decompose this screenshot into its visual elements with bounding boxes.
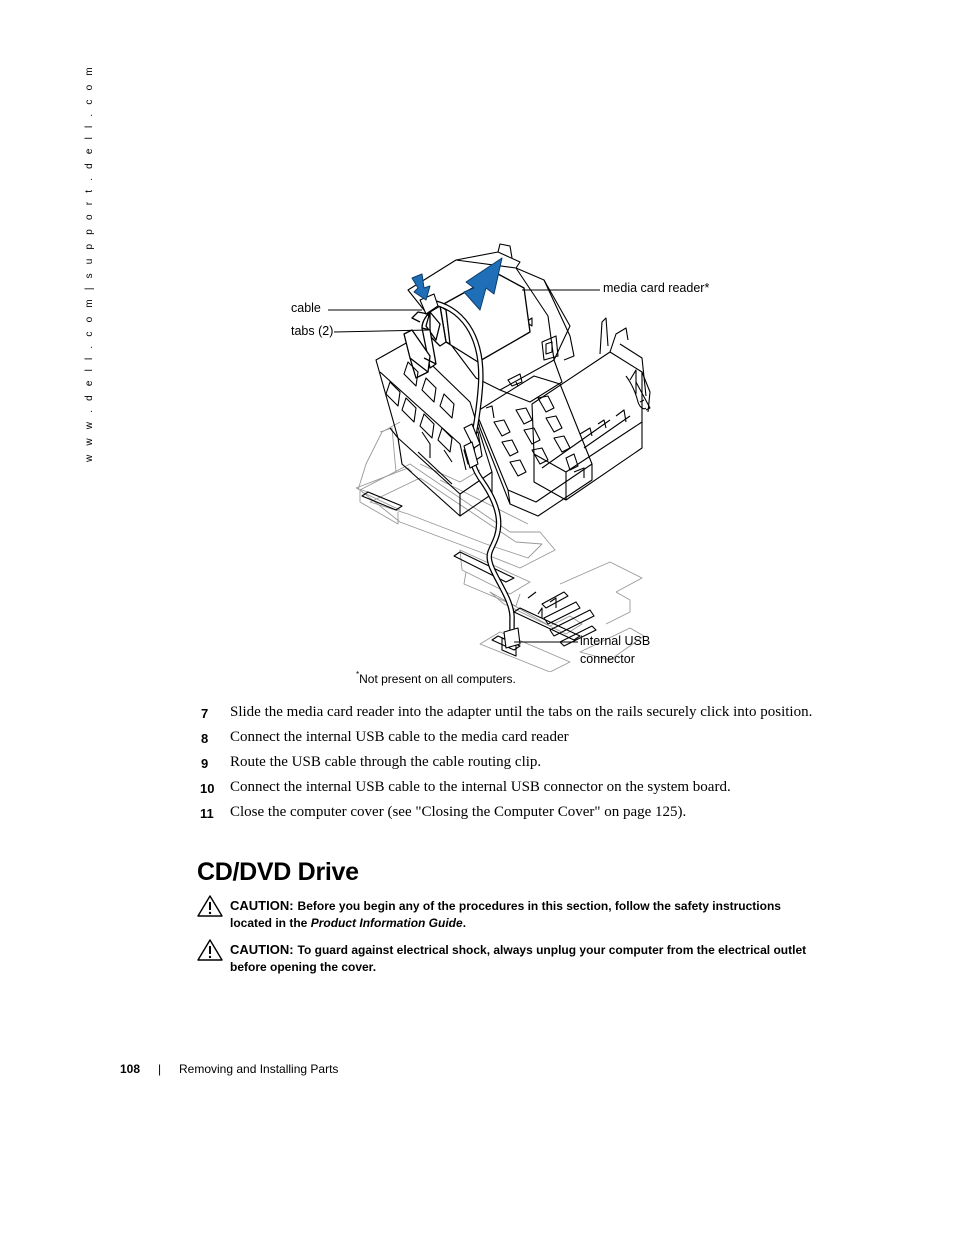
step-item: [197, 803, 817, 822]
step-number: 10: [200, 781, 215, 796]
step-number: 7: [201, 706, 209, 721]
step-item: [197, 703, 817, 722]
caution-body: To guard against electrical shock, always unplug your computer from the electrical outlet before opening the cover.: [230, 943, 807, 974]
cable-callout: cable: [291, 301, 321, 315]
step-text: Route the USB cable through the cable routing clip.: [230, 754, 542, 770]
step-text: Slide the media card reader into the adapter until the tabs on the rails securely click into position.: [230, 704, 813, 720]
page-number: 108: [120, 1062, 141, 1076]
step-number: 11: [200, 806, 214, 821]
internal-usb-callout-line1: internal USB: [580, 634, 651, 648]
step-text: Connect the internal USB cable to the internal USB connector on the system board.: [230, 779, 731, 795]
side-url: w w w . d e l l . c o m | s u p p o r t . d e l l . c o m: [84, 64, 95, 462]
footnote-text: Not present on all computers.: [359, 672, 516, 686]
caution-text: [230, 941, 815, 976]
footer-separator: |: [158, 1062, 162, 1076]
warning-triangle-icon: [197, 939, 223, 961]
step-number: 8: [201, 731, 209, 746]
figure-footnote: [356, 672, 516, 686]
step-item: [197, 753, 817, 772]
warning-triangle-icon: [197, 895, 223, 917]
step-item: [197, 778, 817, 797]
drive-assembly-illustration: [280, 232, 740, 672]
step-text: Close the computer cover (see "Closing the Computer Cover" on page 125).: [230, 804, 687, 820]
media-card-reader-callout: media card reader*: [603, 281, 710, 295]
caution-text: [230, 897, 815, 932]
footnote-mark: *: [356, 670, 360, 679]
procedure-steps: [197, 703, 817, 828]
caution-label: CAUTION:: [230, 942, 294, 957]
caution-label: CAUTION:: [230, 898, 294, 913]
media-card-reader-figure: [280, 232, 740, 672]
step-text: Connect the internal USB cable to the media card reader: [230, 729, 569, 745]
tabs-callout: tabs (2): [291, 324, 334, 338]
caution-body: Before you begin any of the procedures in this section, follow the safety instructions located in the: [230, 899, 781, 930]
internal-usb-callout-line2: connector: [580, 652, 635, 666]
caution-emphasis: Product Information Guide: [310, 916, 463, 930]
step-item: [197, 728, 817, 747]
footer-section-name: Removing and Installing Parts: [179, 1062, 339, 1076]
step-number: 9: [201, 756, 209, 771]
caution-body-end: .: [462, 916, 467, 930]
section-title: CD/DVD Drive: [197, 858, 359, 886]
